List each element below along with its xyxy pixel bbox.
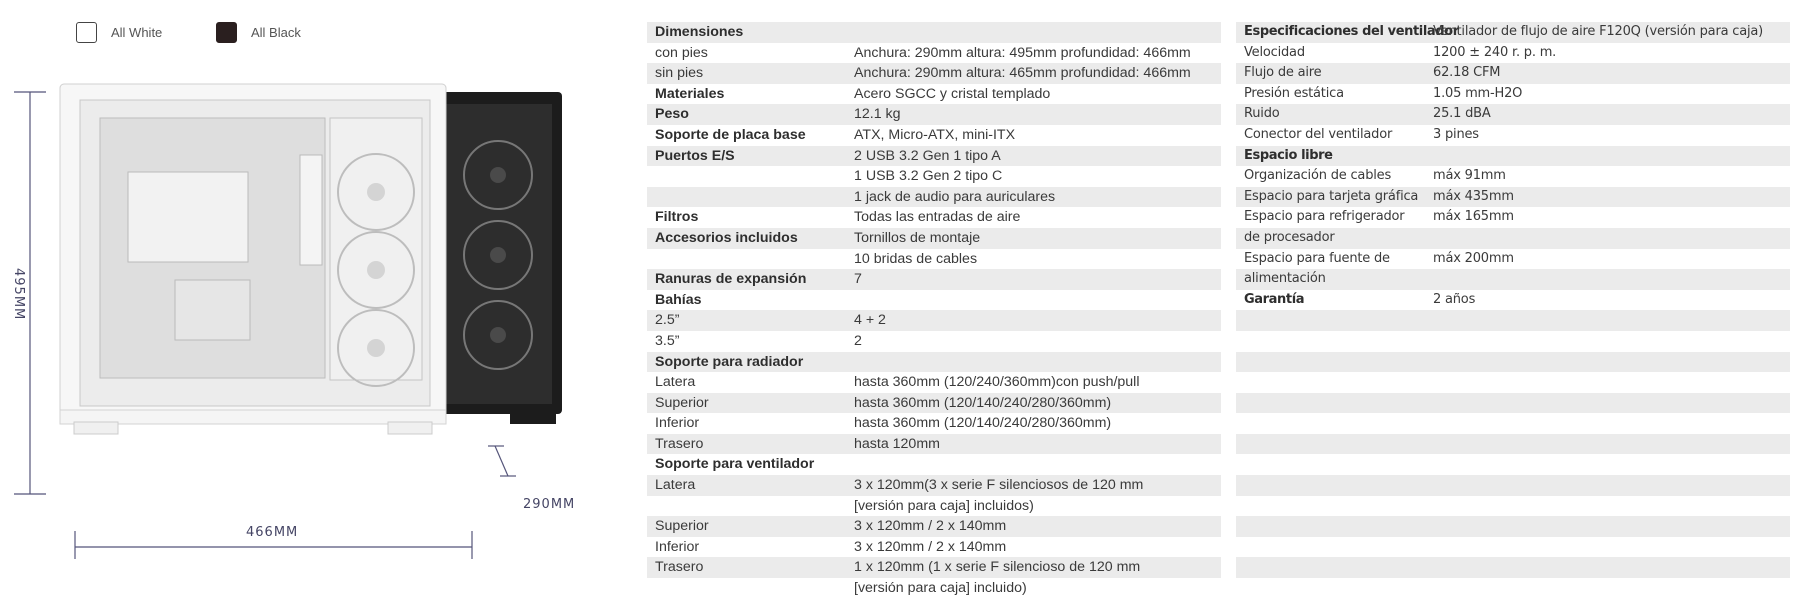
spec-key: Flujo de aire	[1244, 65, 1322, 81]
black-swatch-box	[216, 22, 237, 43]
spec-value: 7	[854, 271, 862, 288]
table-row	[1236, 63, 1790, 84]
spec-value: Anchura: 290mm altura: 465mm profundidad: 466mm	[854, 65, 1191, 82]
spec-value: 2 USB 3.2 Gen 1 tipo A	[854, 147, 1001, 164]
spec-key	[1236, 578, 1433, 599]
spec-value: 1 x 120mm (1 x serie F silencioso de 120 mm	[854, 559, 1141, 576]
spec-key	[1236, 372, 1433, 393]
spec-value: 1 jack de audio para auriculares	[854, 188, 1056, 205]
spec-key	[1236, 557, 1433, 578]
height-dimension-label: 495MM	[11, 268, 26, 321]
table-row	[1236, 372, 1790, 393]
spec-value: 2	[854, 332, 862, 349]
specs-table-left	[647, 22, 1221, 599]
table-row	[1236, 496, 1790, 517]
spec-value: 3 x 120mm(3 x serie F silenciosos de 120 mm	[854, 477, 1144, 494]
table-row	[1236, 475, 1790, 496]
spec-key: sin pies	[655, 65, 704, 82]
table-row	[1236, 104, 1790, 125]
spec-key: Inferior	[655, 538, 700, 555]
spec-key: Peso	[655, 106, 689, 123]
table-row	[647, 516, 1221, 537]
spec-value: hasta 120mm	[854, 435, 940, 452]
table-row	[1236, 578, 1790, 599]
spec-value	[1433, 516, 1790, 537]
spec-value: ATX, Micro-ATX, mini-ITX	[854, 126, 1016, 143]
table-row	[1236, 228, 1790, 249]
table-row	[1236, 434, 1790, 455]
spec-value: 10 bridas de cables	[854, 250, 978, 267]
table-row	[647, 475, 1221, 496]
spec-key: 2.5”	[655, 312, 680, 329]
table-row	[647, 393, 1221, 414]
white-swatch-box	[76, 22, 97, 43]
table-row	[1236, 43, 1790, 64]
table-row	[647, 43, 1221, 64]
spec-key: Materiales	[655, 85, 725, 102]
spec-value	[1433, 331, 1790, 352]
spec-key: de procesador	[1244, 229, 1335, 245]
spec-key	[1236, 434, 1433, 455]
table-row	[647, 84, 1221, 105]
table-row	[647, 187, 1221, 208]
spec-value: hasta 360mm (120/140/240/280/360mm)	[854, 415, 1112, 432]
spec-value: hasta 360mm (120/240/360mm)con push/pull	[854, 374, 1140, 391]
table-row	[1236, 557, 1790, 578]
spec-key: Soporte para ventilador	[655, 456, 815, 473]
spec-value	[1433, 372, 1790, 393]
table-row	[647, 228, 1221, 249]
spec-value	[1433, 393, 1790, 414]
spec-key: Accesorios incluidos	[655, 229, 798, 246]
table-row	[647, 557, 1221, 578]
table-row	[1236, 352, 1790, 373]
spec-key: Bahías	[655, 291, 702, 308]
spec-value: 3 x 120mm / 2 x 140mm	[854, 538, 1007, 555]
table-row	[647, 496, 1221, 517]
spec-value	[1433, 269, 1790, 290]
spec-key	[1236, 393, 1433, 414]
table-row	[647, 22, 1221, 43]
table-row	[1236, 125, 1790, 146]
spec-value: [versión para caja] incluido)	[854, 580, 1027, 597]
table-row	[1236, 249, 1790, 270]
spec-value: Todas las entradas de aire	[854, 209, 1021, 226]
spec-key: Espacio para tarjeta gráfica	[1244, 188, 1419, 204]
spec-value: 1.05 mm-H2O	[1433, 85, 1523, 101]
spec-value	[1433, 475, 1790, 496]
spec-key: Latera	[655, 374, 696, 391]
spec-key: Espacio para fuente de	[1244, 250, 1390, 266]
table-row	[647, 372, 1221, 393]
spec-key	[647, 578, 854, 599]
table-row	[647, 269, 1221, 290]
spec-value	[854, 22, 1221, 43]
spec-key: Filtros	[655, 209, 699, 226]
spec-key: Garantía	[1244, 291, 1305, 307]
spec-value: Anchura: 290mm altura: 495mm profundidad: 466mm	[854, 44, 1191, 61]
table-row	[1236, 290, 1790, 311]
table-row	[647, 454, 1221, 475]
table-row	[1236, 84, 1790, 105]
spec-value: 25.1 dBA	[1433, 106, 1491, 122]
table-row	[647, 310, 1221, 331]
spec-value: 4 + 2	[854, 312, 886, 329]
spec-value	[1433, 146, 1790, 167]
white-case	[60, 84, 446, 434]
swatch-all-black[interactable]	[216, 22, 301, 43]
spec-value: 2 años	[1433, 291, 1476, 307]
spec-key: Dimensiones	[655, 24, 744, 40]
spec-key: Conector del ventilador	[1244, 126, 1393, 142]
spec-value: máx 165mm	[1433, 209, 1514, 225]
spec-key	[647, 166, 854, 187]
table-row	[647, 146, 1221, 167]
spec-value: máx 91mm	[1433, 168, 1506, 184]
table-row	[1236, 516, 1790, 537]
spec-value	[1433, 578, 1790, 599]
spec-value: 62.18 CFM	[1433, 65, 1501, 81]
spec-value	[854, 454, 1221, 475]
table-row	[647, 290, 1221, 311]
spec-key: Superior	[655, 518, 709, 535]
spec-key: Espacio libre	[1244, 147, 1333, 163]
swatch-all-white[interactable]	[76, 22, 162, 43]
table-row	[1236, 537, 1790, 558]
table-row	[647, 63, 1221, 84]
spec-key: Puertos E/S	[655, 147, 735, 164]
spec-key	[1236, 331, 1433, 352]
table-row	[647, 434, 1221, 455]
spec-value	[1433, 352, 1790, 373]
black-case	[438, 92, 562, 424]
spec-value: hasta 360mm (120/140/240/280/360mm)	[854, 394, 1112, 411]
width-dimension-label: 466MM	[246, 525, 299, 540]
spec-key	[647, 187, 854, 208]
spec-key: Inferior	[655, 415, 700, 432]
spec-value	[1433, 454, 1790, 475]
spec-key: Soporte de placa base	[655, 126, 806, 143]
table-row	[647, 104, 1221, 125]
swatch-label: All Black	[251, 25, 301, 40]
spec-value: 1 USB 3.2 Gen 2 tipo C	[854, 168, 1003, 185]
spec-value	[1433, 228, 1790, 249]
spec-value	[1433, 557, 1790, 578]
table-row	[1236, 331, 1790, 352]
table-row	[647, 352, 1221, 373]
spec-value: máx 200mm	[1433, 250, 1514, 266]
spec-value: 3 x 120mm / 2 x 140mm	[854, 518, 1007, 535]
spec-value: 1200 ± 240 r. p. m.	[1433, 44, 1557, 60]
table-row	[1236, 22, 1790, 43]
spec-key: Velocidad	[1244, 44, 1305, 60]
spec-value	[854, 290, 1221, 311]
case-illustration	[0, 80, 580, 560]
spec-value: 3 pines	[1433, 126, 1479, 142]
spec-key	[1236, 454, 1433, 475]
spec-value	[1433, 496, 1790, 517]
table-row	[1236, 207, 1790, 228]
spec-key	[1236, 475, 1433, 496]
depth-dimension-line	[488, 446, 516, 476]
spec-key	[1236, 516, 1433, 537]
spec-key	[1236, 352, 1433, 373]
spec-key: con pies	[655, 44, 708, 61]
spec-value	[854, 352, 1221, 373]
spec-value: máx 435mm	[1433, 188, 1514, 204]
spec-key	[1236, 310, 1433, 331]
spec-key: Organización de cables	[1244, 168, 1392, 184]
spec-key	[1236, 537, 1433, 558]
table-row	[647, 249, 1221, 270]
spec-key: Trasero	[655, 559, 704, 576]
table-row	[1236, 146, 1790, 167]
table-row	[647, 207, 1221, 228]
table-row	[647, 578, 1221, 599]
table-row	[647, 166, 1221, 187]
table-row	[1236, 187, 1790, 208]
table-row	[647, 331, 1221, 352]
spec-key	[1236, 496, 1433, 517]
spec-value: Acero SGCC y cristal templado	[854, 85, 1051, 102]
spec-value	[1433, 413, 1790, 434]
spec-value: Ventilador de flujo de aire F120Q (versión para caja)	[1433, 24, 1764, 39]
spec-key: alimentación	[1244, 271, 1326, 287]
spec-key: Soporte para radiador	[655, 353, 804, 370]
swatch-label: All White	[111, 25, 163, 40]
spec-key: Ranuras de expansión	[655, 271, 807, 288]
spec-value: 12.1 kg	[854, 106, 901, 123]
spec-value	[1433, 434, 1790, 455]
spec-value	[1433, 310, 1790, 331]
spec-key: Latera	[655, 477, 696, 494]
spec-key: Espacio para refrigerador	[1244, 209, 1405, 225]
spec-key: Especificaciones del ventilador	[1244, 24, 1459, 39]
table-row	[1236, 269, 1790, 290]
spec-key: Superior	[655, 394, 709, 411]
table-row	[1236, 413, 1790, 434]
spec-key	[647, 249, 854, 270]
spec-key	[647, 496, 854, 517]
specs-table-right	[1236, 22, 1790, 599]
table-row	[1236, 454, 1790, 475]
depth-dimension-label: 290MM	[523, 497, 576, 512]
spec-key: 3.5”	[655, 332, 680, 349]
spec-value	[1433, 537, 1790, 558]
table-row	[1236, 393, 1790, 414]
spec-key	[1236, 413, 1433, 434]
table-row	[1236, 166, 1790, 187]
spec-value: Tornillos de montaje	[854, 229, 981, 246]
table-row	[647, 125, 1221, 146]
spec-value: [versión para caja] incluidos)	[854, 497, 1034, 514]
spec-key: Presión estática	[1244, 85, 1344, 101]
spec-key: Trasero	[655, 435, 704, 452]
table-row	[647, 537, 1221, 558]
table-row	[1236, 310, 1790, 331]
table-row	[647, 413, 1221, 434]
spec-key: Ruido	[1244, 106, 1280, 122]
